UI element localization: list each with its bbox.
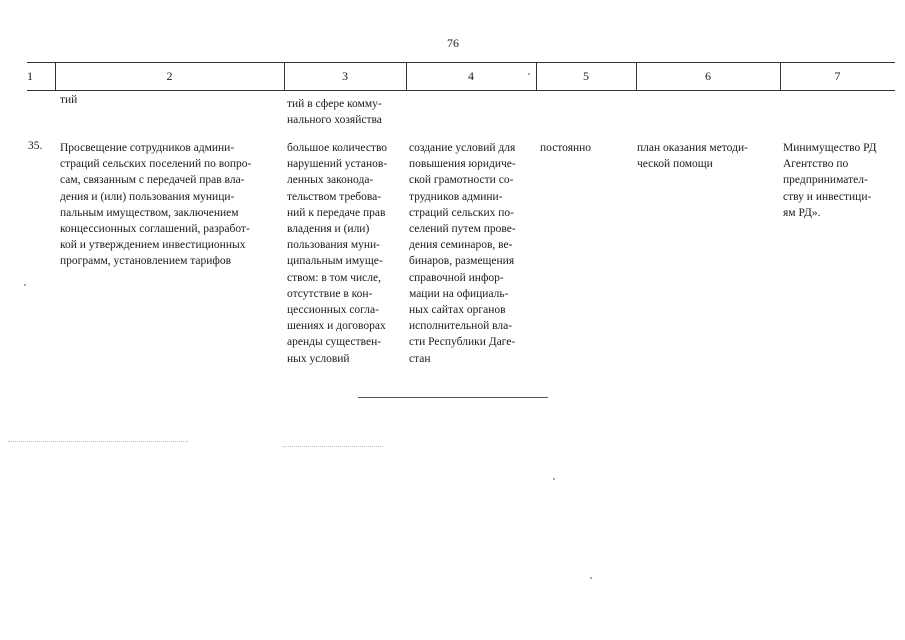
column-header-7: 7 [834, 69, 841, 83]
column-header-2: 2 [166, 69, 173, 83]
scan-artifact-dot [553, 478, 555, 480]
column-header-3: 3 [342, 69, 348, 83]
scan-artifact-line [8, 441, 188, 442]
column-header-6: 6 [705, 69, 711, 83]
row35-goal: создание условий для повышения юридиче- ской грамотности со- трудников админи- страций сельских по- селений путем прове- дения семинаров, ве- бинаров, размещения справочной инфор- мации на официаль- ных сайтах органов исполнительной вла- сти Республики Даге- стан [409, 142, 516, 365]
continuation-col2: тий [60, 94, 78, 106]
row35-problem: большое количество нарушений установ- ленных законода- тельством требова- ний к передаче прав владения и (или) пользования муни- ципальным имуще- ством: в том числе, отсутствие в кон- цессионных согла- шениях и договорах аренды существен- ных условий [287, 142, 388, 365]
row35-deadline: постоянно [540, 142, 592, 154]
header-bottom-rule [27, 90, 895, 91]
scan-artifact-dot [528, 73, 530, 75]
scan-artifact-dot [24, 284, 26, 286]
row35-responsible: Минимущество РД Агентство по предпринимател- ству и инвестици- ям РД». [783, 142, 877, 219]
row35-measure: Просвещение сотрудников админи- страций сельских поселений по вопро- сам, связанным с передачей прав вла- дения и (или) пользования муници- пальным имуществом, заключением концессионных соглашений, разработ- кой и утверждением инвестиционных программ, установлением тарифов [60, 142, 252, 268]
header-top-rule [27, 62, 895, 63]
column-header-5: 5 [583, 69, 589, 83]
page-number: 76 [447, 36, 459, 50]
scan-artifact-line [283, 446, 383, 447]
row-number: 35. [28, 140, 43, 152]
column-header-1: 1 [27, 69, 33, 83]
column-header-4: 4 [468, 69, 474, 83]
scan-artifact-dot [590, 577, 592, 579]
continuation-col3: тий в сфере комму- нального хозяйства [287, 98, 382, 127]
row35-result: план оказания методи- ческой помощи [637, 142, 748, 171]
end-rule [358, 397, 548, 398]
